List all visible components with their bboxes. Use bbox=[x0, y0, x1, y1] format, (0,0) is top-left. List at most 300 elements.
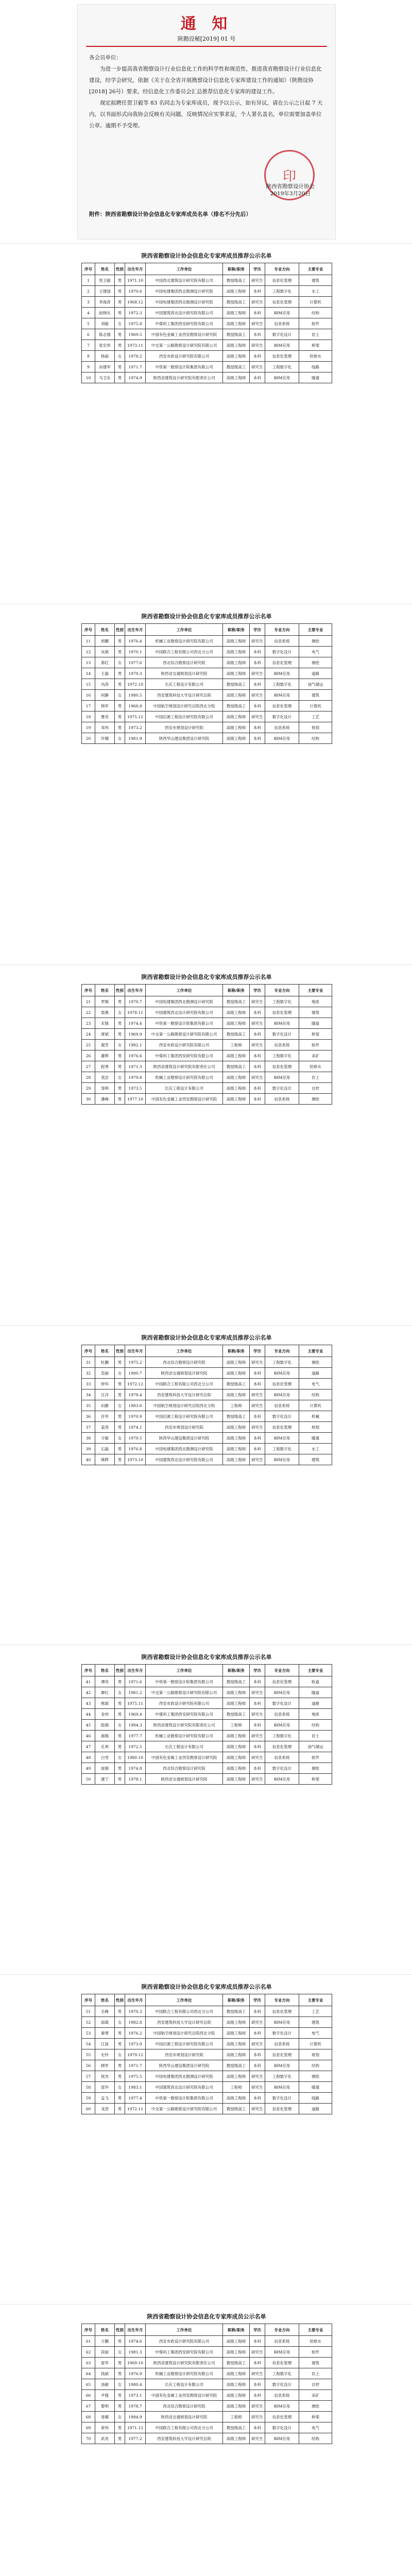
table-cell: 本科 bbox=[250, 2093, 265, 2104]
notice-body bbox=[78, 52, 335, 131]
table-cell: 宋强 bbox=[95, 1018, 115, 1029]
column-header: 主要专业 bbox=[299, 1665, 332, 1676]
table-cell: 工程数字化 bbox=[265, 286, 299, 297]
table-cell: 高级工程师 bbox=[223, 1687, 250, 1698]
table-cell: 采矿 bbox=[299, 2390, 332, 2401]
table-cell: 教授级高工 bbox=[223, 996, 250, 1007]
table-cell: 信息系统 bbox=[265, 318, 299, 329]
table-cell: 1975.12 bbox=[125, 711, 146, 722]
table-cell: 贺卫毅 bbox=[95, 275, 115, 286]
table-cell: 教授级高工 bbox=[223, 2358, 250, 2368]
table-cell: 线路 bbox=[299, 2093, 332, 2104]
table-cell: 本科 bbox=[250, 1676, 265, 1687]
column-header: 主要专业 bbox=[299, 2324, 332, 2336]
table-cell: 43 bbox=[82, 1698, 95, 1709]
table-cell: 中国联合工程有限公司西北分公司 bbox=[146, 647, 223, 657]
table-cell: 1978.11 bbox=[125, 1007, 146, 1018]
table-cell: 钟华 bbox=[95, 1379, 115, 1389]
column-header: 姓名 bbox=[95, 263, 115, 275]
table-row bbox=[82, 1676, 332, 1687]
page-separator bbox=[0, 1974, 412, 1975]
table-cell: 机械工业勘察设计研究院有限公司 bbox=[146, 636, 223, 647]
table-cell: 研究生 bbox=[250, 2347, 265, 2358]
table-cell: 女 bbox=[115, 2347, 125, 2358]
roster-page bbox=[81, 969, 332, 1105]
table-cell: 西安建筑科技大学设计研究总院 bbox=[146, 2017, 223, 2028]
table-row bbox=[82, 318, 332, 329]
table-cell: 40 bbox=[82, 1454, 95, 1465]
table-cell: 高级工程师 bbox=[223, 2401, 250, 2412]
table-row bbox=[82, 1389, 332, 1400]
table-cell: 女 bbox=[115, 1433, 125, 1444]
table-cell: 研究生 bbox=[250, 297, 265, 308]
table-cell: 女 bbox=[115, 1720, 125, 1731]
table-cell: 1975.11 bbox=[125, 1698, 146, 1709]
table-cell: 工程数字化 bbox=[265, 1050, 299, 1061]
column-header: 工作单位 bbox=[146, 1994, 223, 2006]
table-header-row bbox=[82, 1994, 332, 2006]
roster-table bbox=[81, 1345, 332, 1465]
table-cell: 长庆工程设计有限公司 bbox=[146, 1741, 223, 1752]
table-cell: 高级工程师 bbox=[223, 1094, 250, 1105]
page-separator bbox=[0, 964, 412, 965]
table-cell: 建筑 bbox=[299, 2358, 332, 2368]
table-cell: 龙涛 bbox=[95, 2104, 115, 2114]
table-row bbox=[82, 2071, 332, 2082]
table-cell: 1978.4 bbox=[125, 1389, 146, 1400]
table-cell: 57 bbox=[82, 2071, 95, 2082]
table-cell: 65 bbox=[82, 2379, 95, 2390]
table-cell: 高级工程师 bbox=[223, 1444, 250, 1454]
table-cell: 女 bbox=[115, 351, 125, 362]
table-cell: 毛峰 bbox=[95, 2006, 115, 2017]
table-cell: 西安建筑科技大学设计研究总院 bbox=[146, 690, 223, 701]
table-cell: 高级工程师 bbox=[223, 340, 250, 351]
table-cell: 给排水 bbox=[299, 351, 332, 362]
table-cell: 22 bbox=[82, 1007, 95, 1018]
table-cell: 1974.6 bbox=[125, 2336, 146, 2347]
table-cell: 信息系统 bbox=[265, 1709, 299, 1720]
table-cell: 男 bbox=[115, 701, 125, 711]
table-cell: 孔明 bbox=[95, 1741, 115, 1752]
table-cell: 信息系统 bbox=[265, 1752, 299, 1763]
table-cell: 男 bbox=[115, 722, 125, 733]
table-cell: 男 bbox=[115, 668, 125, 679]
table-cell: 男 bbox=[115, 1029, 125, 1040]
table-cell: 研究生 bbox=[250, 362, 265, 372]
table-cell: 1973.5 bbox=[125, 1083, 146, 1094]
column-header: 学历 bbox=[250, 263, 265, 275]
table-cell: 高级工程师 bbox=[223, 2039, 250, 2049]
table-cell: 高级工程师 bbox=[223, 2017, 250, 2028]
table-cell: 廖红 bbox=[95, 1687, 115, 1698]
table-cell: 24 bbox=[82, 1029, 95, 1040]
table-cell: 1976.9 bbox=[125, 2368, 146, 2379]
table-cell: 结构 bbox=[299, 2060, 332, 2071]
table-cell: 陕西省交通规划设计研究院 bbox=[146, 1774, 223, 1785]
table-cell: 信息系统 bbox=[265, 1040, 299, 1050]
page-separator bbox=[0, 243, 412, 244]
table-cell: 高级工程师 bbox=[223, 711, 250, 722]
table-cell: BIM应用 bbox=[265, 1720, 299, 1731]
table-row bbox=[82, 1731, 332, 1741]
table-cell: 男 bbox=[115, 297, 125, 308]
column-header: 性别 bbox=[115, 263, 125, 275]
column-header: 姓名 bbox=[95, 1994, 115, 2006]
table-cell: 研究生 bbox=[250, 2412, 265, 2422]
table-row bbox=[82, 1698, 332, 1709]
table-cell: 黎明 bbox=[95, 2401, 115, 2412]
table-cell: 1983.6 bbox=[125, 1400, 146, 1411]
table-cell: 本科 bbox=[250, 2422, 265, 2433]
table-row bbox=[82, 1040, 332, 1050]
table-cell: 油气储运 bbox=[299, 1741, 332, 1752]
table-cell: 女 bbox=[115, 2017, 125, 2028]
table-cell: 高级工程师 bbox=[223, 2093, 250, 2104]
table-cell: 数字化设计 bbox=[265, 329, 299, 340]
table-cell: 王建国 bbox=[95, 286, 115, 297]
table-cell: 教授级高工 bbox=[223, 297, 250, 308]
table-cell: 男 bbox=[115, 286, 125, 297]
table-cell: BIM应用 bbox=[265, 1433, 299, 1444]
table-cell: 男 bbox=[115, 1018, 125, 1029]
table-cell: 信息化管理 bbox=[265, 2358, 299, 2368]
table-cell: BIM应用 bbox=[265, 2401, 299, 2412]
table-cell: 女 bbox=[115, 2379, 125, 2390]
table-cell: 武亮 bbox=[95, 2433, 115, 2444]
table-cell: 工艺 bbox=[299, 2006, 332, 2017]
table-cell: 7 bbox=[82, 340, 95, 351]
table-cell: 32 bbox=[82, 1368, 95, 1379]
notice-title: 通 知 bbox=[180, 15, 233, 33]
table-cell: 55 bbox=[82, 2049, 95, 2060]
table-cell: 道路 bbox=[299, 2104, 332, 2114]
signing-organization: 陕西省勘察设计协会 bbox=[266, 183, 315, 190]
table-cell: 高级工程师 bbox=[223, 1731, 250, 1741]
table-row bbox=[82, 657, 332, 668]
table-cell: 研究生 bbox=[250, 2082, 265, 2093]
table-cell: 软件 bbox=[299, 318, 332, 329]
table-cell: BIM应用 bbox=[265, 2017, 299, 2028]
column-header: 姓名 bbox=[95, 624, 115, 636]
table-cell: 赵晓东 bbox=[95, 308, 115, 318]
table-cell: BIM应用 bbox=[265, 733, 299, 744]
table-cell: 建筑 bbox=[299, 1454, 332, 1465]
table-cell: 男 bbox=[115, 1698, 125, 1709]
column-header: 专业方向 bbox=[265, 624, 299, 636]
table-cell: 中铁第一勘察设计院集团有限公司 bbox=[146, 362, 223, 372]
column-header: 专业方向 bbox=[265, 2324, 299, 2336]
table-cell: 李海涛 bbox=[95, 297, 115, 308]
table-cell: 袁洁 bbox=[95, 1072, 115, 1083]
table-cell: 1980.10 bbox=[125, 1752, 146, 1763]
table-cell: 暖通 bbox=[299, 1433, 332, 1444]
table-cell: 信息化管理 bbox=[265, 1061, 299, 1072]
table-cell: 男 bbox=[115, 1763, 125, 1774]
table-row bbox=[82, 2006, 332, 2017]
table-cell: 邓伟 bbox=[95, 722, 115, 733]
column-header: 性别 bbox=[115, 624, 125, 636]
column-header: 职称/职务 bbox=[223, 985, 250, 996]
table-cell: 信息化管理 bbox=[265, 2104, 299, 2114]
table-cell: 信息系统 bbox=[265, 2390, 299, 2401]
table-cell: 1972.3 bbox=[125, 308, 146, 318]
table-cell: 隧道 bbox=[299, 1018, 332, 1029]
table-title: 陕西省勘察设计协会信息化专家库成员推荐公示名单 bbox=[141, 1654, 272, 1660]
table-cell: 教授级高工 bbox=[223, 2104, 250, 2114]
table-cell: 轨道 bbox=[299, 1676, 332, 1687]
column-header: 工作单位 bbox=[146, 2324, 223, 2336]
table-cell: 33 bbox=[82, 1379, 95, 1389]
table-cell: 男 bbox=[115, 2039, 125, 2049]
table-cell: 女 bbox=[115, 2412, 125, 2422]
table-cell: 高级工程师 bbox=[223, 308, 250, 318]
table-cell: 62 bbox=[82, 2347, 95, 2358]
table-cell: 计算机 bbox=[299, 701, 332, 711]
table-cell: 3 bbox=[82, 297, 95, 308]
table-cell: 高级工程师 bbox=[223, 1389, 250, 1400]
column-header: 职称/职务 bbox=[223, 1665, 250, 1676]
table-cell: 高级工程师 bbox=[223, 1050, 250, 1061]
table-cell: 线路 bbox=[299, 362, 332, 372]
table-cell: 研究生 bbox=[250, 690, 265, 701]
column-header: 序号 bbox=[82, 1665, 95, 1676]
table-cell: 研究生 bbox=[250, 2433, 265, 2444]
table-cell: 高级工程师 bbox=[223, 636, 250, 647]
table-cell: 1980.5 bbox=[125, 690, 146, 701]
page-separator bbox=[0, 1325, 412, 1326]
table-cell: 岩土 bbox=[299, 1731, 332, 1741]
table-cell: 48 bbox=[82, 1752, 95, 1763]
table-cell: 西北综合勘察设计研究院 bbox=[146, 657, 223, 668]
table-cell: 韩军 bbox=[95, 701, 115, 711]
table-cell: 男 bbox=[115, 2060, 125, 2071]
table-cell: 康宁 bbox=[95, 1774, 115, 1785]
table-cell: 1975.8 bbox=[125, 318, 146, 329]
table-cell: 工程数字化 bbox=[265, 1357, 299, 1368]
table-cell: 中国有色金属工业西安勘察设计研究院 bbox=[146, 2390, 223, 2401]
table-cell: 结构 bbox=[299, 733, 332, 744]
table-cell: 1979.12 bbox=[125, 2049, 146, 2060]
table-cell: 结构 bbox=[299, 2433, 332, 2444]
table-row bbox=[82, 308, 332, 318]
table-cell: 崔刚 bbox=[95, 1763, 115, 1774]
table-cell: 结构 bbox=[299, 308, 332, 318]
table-cell: 高级工程师 bbox=[223, 2433, 250, 2444]
table-cell: 1971.10 bbox=[125, 275, 146, 286]
table-cell: 1975.2 bbox=[125, 1357, 146, 1368]
table-cell: 信息系统 bbox=[265, 722, 299, 733]
table-cell: 潘峰 bbox=[95, 1094, 115, 1105]
table-cell: 工程师 bbox=[223, 2082, 250, 2093]
table-cell: 周鹏 bbox=[95, 636, 115, 647]
table-cell: 高级工程师 bbox=[223, 1454, 250, 1465]
column-header: 工作单位 bbox=[146, 624, 223, 636]
table-cell: 本科 bbox=[250, 1763, 265, 1774]
column-header: 性别 bbox=[115, 1665, 125, 1676]
column-header: 姓名 bbox=[95, 985, 115, 996]
table-cell: 1982.8 bbox=[125, 2017, 146, 2028]
table-cell: 机械工业勘察设计研究院有限公司 bbox=[146, 1731, 223, 1741]
table-row bbox=[82, 668, 332, 679]
table-cell: 软件 bbox=[299, 1040, 332, 1050]
table-cell: 工程数字化 bbox=[265, 679, 299, 690]
table-cell: BIM应用 bbox=[265, 2433, 299, 2444]
column-header: 工作单位 bbox=[146, 985, 223, 996]
table-cell: 本科 bbox=[250, 286, 265, 297]
table-cell: 59 bbox=[82, 2093, 95, 2104]
table-cell: 数字化设计 bbox=[265, 1083, 299, 1094]
table-cell: 本科 bbox=[250, 2336, 265, 2347]
table-cell: 工程师 bbox=[223, 1720, 250, 1731]
table-cell: 工程师 bbox=[223, 1400, 250, 1411]
table-cell: BIM应用 bbox=[265, 308, 299, 318]
table-cell: 汤敏 bbox=[95, 2379, 115, 2390]
table-cell: 许娜 bbox=[95, 733, 115, 744]
table-cell: 14 bbox=[82, 668, 95, 679]
table-cell: 董辉 bbox=[95, 1050, 115, 1061]
table-cell: 本科 bbox=[250, 1411, 265, 1422]
table-row bbox=[82, 1763, 332, 1774]
table-cell: 15 bbox=[82, 679, 95, 690]
table-cell: BIM应用 bbox=[265, 1454, 299, 1465]
table-cell: 中国西北建筑设计研究院有限公司 bbox=[146, 275, 223, 286]
table-cell: 1978.2 bbox=[125, 351, 146, 362]
table-cell: 中国电建集团西北勘测设计研究院 bbox=[146, 2071, 223, 2082]
table-cell: 金伟 bbox=[95, 1709, 115, 1720]
roster-page bbox=[81, 2308, 332, 2444]
table-row bbox=[82, 647, 332, 657]
table-cell: 1970.7 bbox=[125, 996, 146, 1007]
table-cell: 1973.10 bbox=[125, 1454, 146, 1465]
table-cell: 自控 bbox=[299, 2379, 332, 2390]
table-cell: BIM应用 bbox=[265, 690, 299, 701]
roster-table bbox=[81, 2324, 332, 2444]
table-cell: 机械 bbox=[299, 1411, 332, 1422]
table-cell: 17 bbox=[82, 701, 95, 711]
table-cell: 顾军 bbox=[95, 2060, 115, 2071]
table-cell: 1970.9 bbox=[125, 1411, 146, 1422]
table-cell: 男 bbox=[115, 1083, 125, 1094]
table-cell: 陕西省建筑设计研究院有限责任公司 bbox=[146, 2358, 223, 2368]
table-row bbox=[82, 2368, 332, 2379]
table-cell: 信息化管理 bbox=[265, 1422, 299, 1433]
table-cell: 31 bbox=[82, 1357, 95, 1368]
column-header: 职称/职务 bbox=[223, 1345, 250, 1357]
table-cell: 高级工程师 bbox=[223, 1698, 250, 1709]
table-cell: 1980.4 bbox=[125, 2379, 146, 2390]
table-cell: 西安市规划设计研究院 bbox=[146, 722, 223, 733]
table-cell: 男 bbox=[115, 1774, 125, 1785]
table-row bbox=[82, 329, 332, 340]
table-cell: 1973.9 bbox=[125, 2039, 146, 2049]
table-cell: 1971.6 bbox=[125, 1676, 146, 1687]
table-row bbox=[82, 2379, 332, 2390]
table-title: 陕西省勘察设计协会信息化专家库成员推荐公示名单 bbox=[141, 974, 272, 980]
table-cell: 吴斌 bbox=[95, 647, 115, 657]
table-cell: 信息化管理 bbox=[265, 2049, 299, 2060]
table-cell: 暖通 bbox=[299, 2082, 332, 2093]
table-header-row bbox=[82, 2324, 332, 2336]
table-cell: 1976.4 bbox=[125, 636, 146, 647]
table-cell: 1971.7 bbox=[125, 362, 146, 372]
table-row bbox=[82, 2412, 332, 2422]
table-cell: 高级工程师 bbox=[223, 1072, 250, 1083]
table-cell: 47 bbox=[82, 1741, 95, 1752]
table-row bbox=[82, 1774, 332, 1785]
table-cell: 研究生 bbox=[250, 1357, 265, 1368]
table-cell: 1977.2 bbox=[125, 2433, 146, 2444]
column-header: 职称/职务 bbox=[223, 1994, 250, 2006]
table-cell: 邱霞 bbox=[95, 2017, 115, 2028]
table-cell: 女 bbox=[115, 657, 125, 668]
table-cell: 研究生 bbox=[250, 1752, 265, 1763]
table-cell: 研究生 bbox=[250, 1018, 265, 1029]
column-header: 主要专业 bbox=[299, 263, 332, 275]
table-cell: 49 bbox=[82, 1763, 95, 1774]
column-header: 专业方向 bbox=[265, 263, 299, 275]
table-cell: 高级工程师 bbox=[223, 2347, 250, 2358]
table-cell: 数字化设计 bbox=[265, 711, 299, 722]
table-cell: 工程数字化 bbox=[265, 1731, 299, 1741]
table-cell: 教授级高工 bbox=[223, 1029, 250, 1040]
table-cell: 高级工程师 bbox=[223, 1763, 250, 1774]
table-cell: BIM应用 bbox=[265, 340, 299, 351]
table-cell: 采矿 bbox=[299, 1050, 332, 1061]
table-cell: 女 bbox=[115, 690, 125, 701]
table-cell: BIM应用 bbox=[265, 1368, 299, 1379]
table-cell: 教授级高工 bbox=[223, 679, 250, 690]
table-cell: 高级工程师 bbox=[223, 1018, 250, 1029]
column-header: 序号 bbox=[82, 1345, 95, 1357]
table-row bbox=[82, 1709, 332, 1720]
table-cell: 1969.5 bbox=[125, 329, 146, 340]
table-cell: 1978.7 bbox=[125, 2401, 146, 2412]
table-cell: 陕西华山建设集团设计研究院 bbox=[146, 1433, 223, 1444]
table-row bbox=[82, 2093, 332, 2104]
table-cell: 研究生 bbox=[250, 2368, 265, 2379]
table-cell: 中交第一公路勘察设计研究院有限公司 bbox=[146, 1687, 223, 1698]
table-cell: 西北综合勘察设计研究院 bbox=[146, 1763, 223, 1774]
table-cell: BIM应用 bbox=[265, 372, 299, 383]
table-cell: 何静 bbox=[95, 690, 115, 701]
table-cell: 工程师 bbox=[223, 2412, 250, 2422]
table-cell: 18 bbox=[82, 711, 95, 722]
table-cell: 男 bbox=[115, 1454, 125, 1465]
table-cell: 钱斌 bbox=[95, 2368, 115, 2379]
table-cell: 王磊 bbox=[95, 668, 115, 679]
table-cell: 1974.4 bbox=[125, 1018, 146, 1029]
column-header: 出生年月 bbox=[125, 2324, 146, 2336]
table-cell: 女 bbox=[115, 2082, 125, 2093]
table-cell: 研究生 bbox=[250, 318, 265, 329]
table-cell: 电气 bbox=[299, 2422, 332, 2433]
column-header: 出生年月 bbox=[125, 1994, 146, 2006]
table-title: 陕西省勘察设计协会信息化专家库成员推荐公示名单 bbox=[141, 252, 272, 259]
table-cell: 本科 bbox=[250, 351, 265, 362]
table-cell: 唐斌 bbox=[95, 1029, 115, 1040]
table-cell: 本科 bbox=[250, 1007, 265, 1018]
table-cell: 本科 bbox=[250, 1720, 265, 1731]
table-cell: 研究生 bbox=[250, 1687, 265, 1698]
table-cell: 中铁第一勘察设计院集团有限公司 bbox=[146, 1018, 223, 1029]
table-cell: BIM应用 bbox=[265, 1018, 299, 1029]
table-cell: 女 bbox=[115, 1040, 125, 1050]
table-cell: 1973.2 bbox=[125, 722, 146, 733]
table-cell: 给排水 bbox=[299, 2336, 332, 2347]
table-cell: 26 bbox=[82, 1050, 95, 1061]
table-cell: 1 bbox=[82, 275, 95, 286]
